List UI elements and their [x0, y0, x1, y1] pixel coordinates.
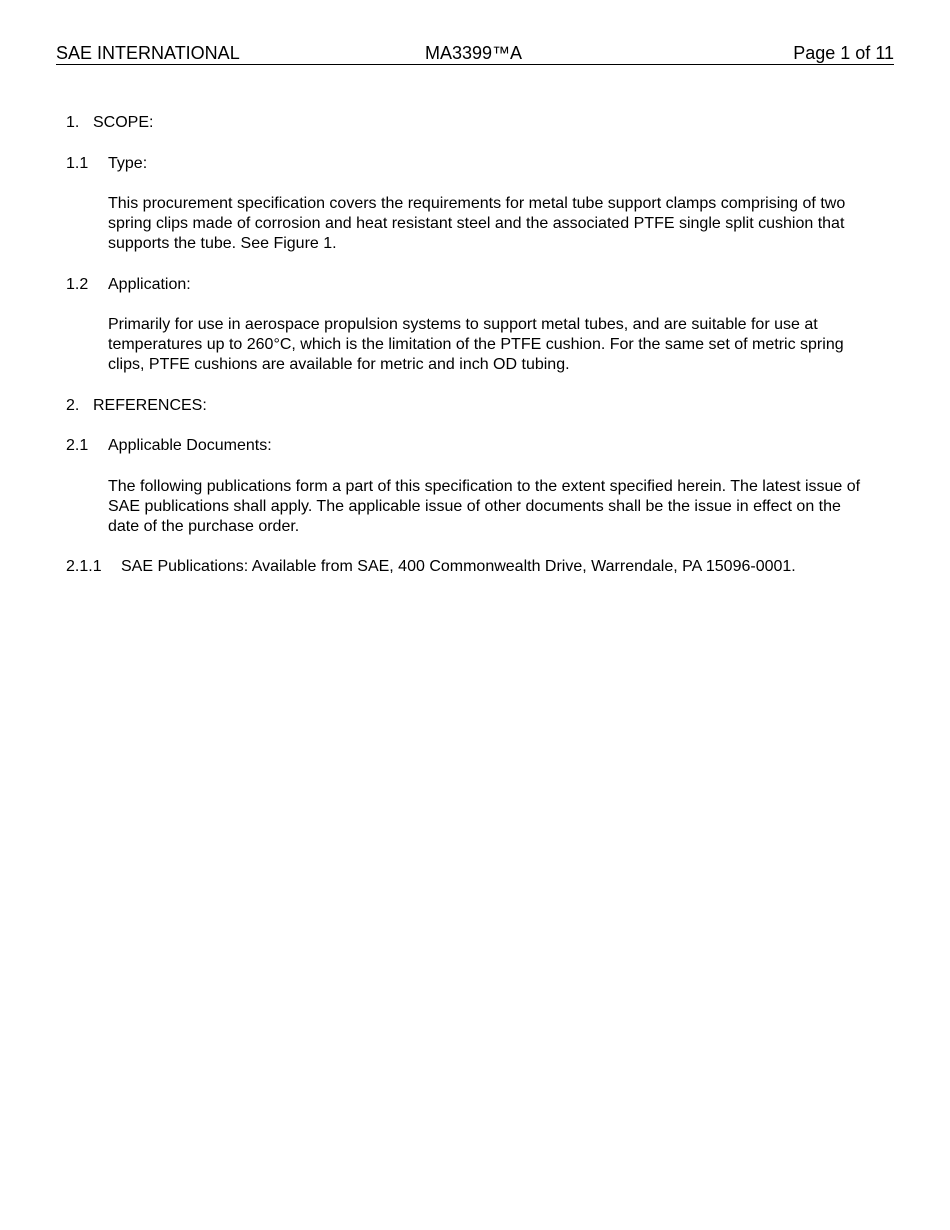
section-heading-applicable-documents — [66, 436, 272, 456]
section-heading-sae-publications — [66, 557, 796, 577]
section-body-application: Primarily for use in aerospace propulsion systems to support metal tubes, and are suitable for use at temperatures up to 260°C, which is the limitation of the PTFE cushion. For the same set of metric spring clips, PTFE cushions are available for metric and inch OD tubing. — [108, 316, 844, 373]
header-page-number: Page 1 of 11 — [793, 43, 894, 63]
header-organization: SAE INTERNATIONAL — [56, 43, 240, 63]
page-header — [56, 43, 894, 65]
section-title: SAE Publications: Available from SAE, 400 Commonwealth Drive, Warrendale, PA 15096-0001. — [121, 558, 796, 575]
section-title: SCOPE: — [93, 114, 154, 131]
section-number: 2.1.1 — [66, 558, 102, 575]
section-heading-type — [66, 154, 147, 174]
section-body-type: This procurement specification covers the requirements for metal tube support clamps comprising of two spring clips made of corrosion and heat resistant steel and the associated PTFE single split cushion that supports the tube. See Figure 1. — [108, 195, 846, 252]
section-title: Applicable Documents: — [108, 437, 272, 454]
section-title: Application: — [108, 276, 191, 293]
section-number: 1. — [66, 114, 80, 131]
section-number: 2.1 — [66, 437, 89, 454]
section-number: 1.1 — [66, 155, 89, 172]
section-body-applicable-documents: The following publications form a part of this specification to the extent specified herein. The latest issue of SAE publications shall apply. The applicable issue of other documents shall be the issue in effect on the date of the purchase order. — [108, 478, 861, 535]
section-number: 1.2 — [66, 276, 89, 293]
section-heading-references — [66, 396, 207, 416]
section-heading-scope — [66, 113, 153, 133]
header-document-id: MA3399™A — [425, 43, 523, 63]
section-title: REFERENCES: — [93, 397, 207, 414]
section-number: 2. — [66, 397, 80, 414]
section-heading-application — [66, 275, 191, 295]
section-title: Type: — [108, 155, 148, 172]
